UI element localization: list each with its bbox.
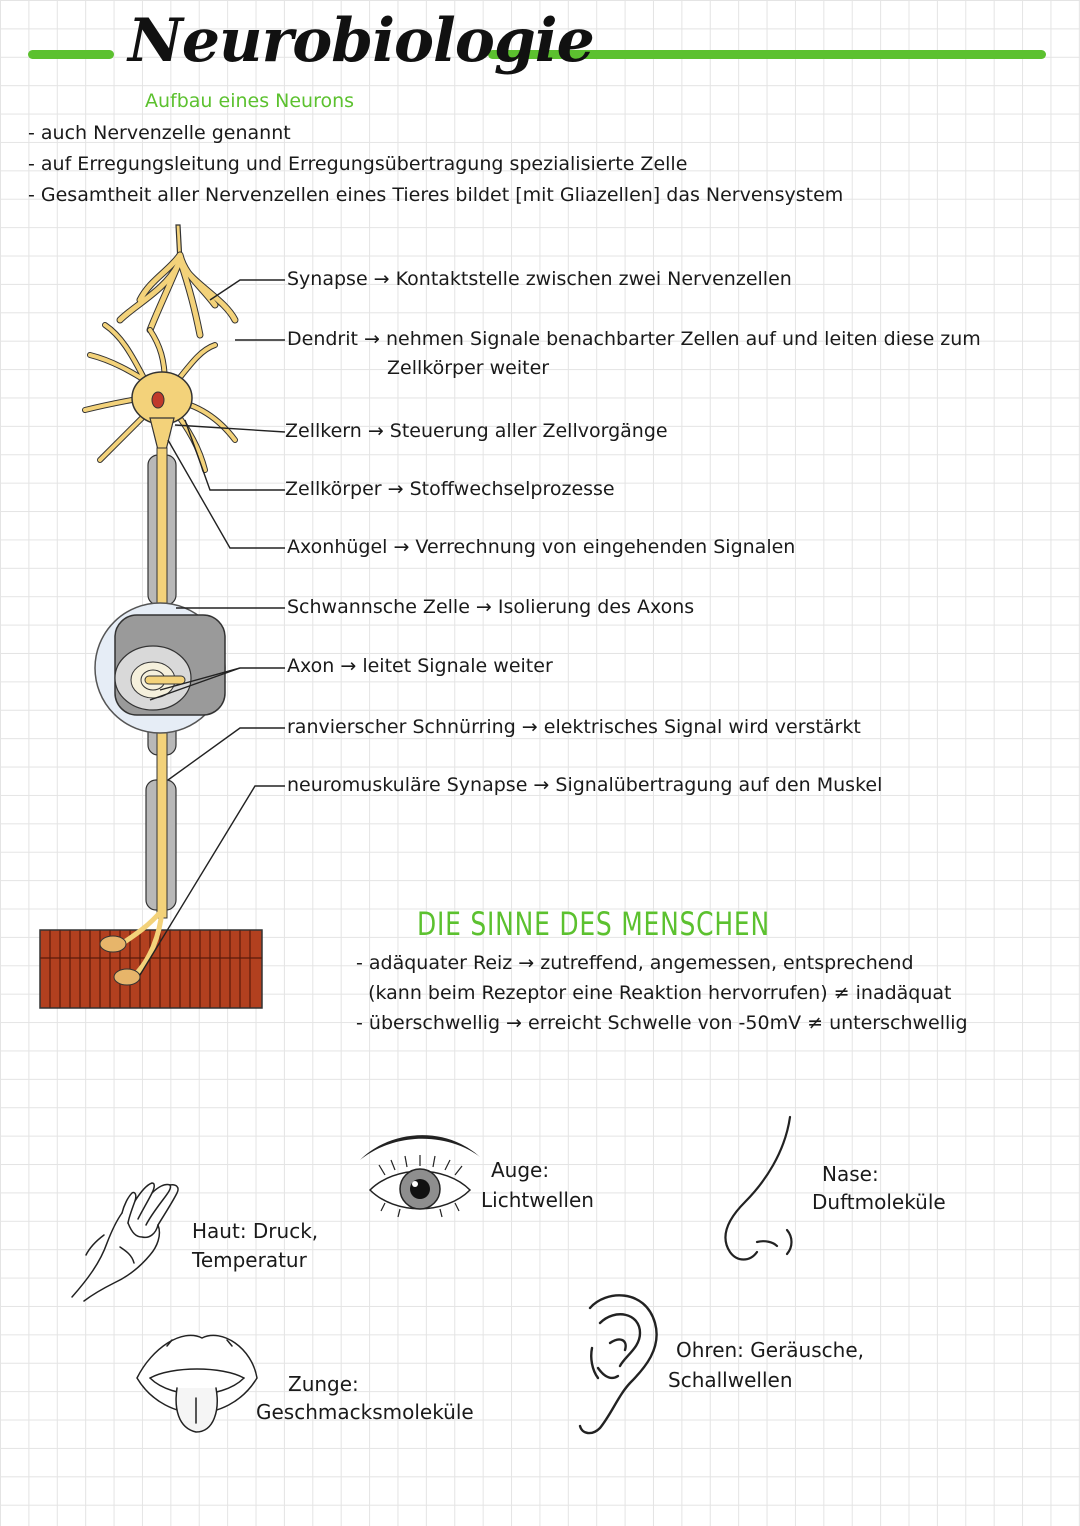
eye-icon	[355, 1125, 485, 1225]
intro-bullet-list	[28, 118, 843, 211]
eye-label: Auge:	[491, 1158, 550, 1182]
label-synapse: Synapse → Kontaktstelle zwischen zwei Nervenzellen	[287, 268, 792, 290]
hand-label: Haut: Druck,	[192, 1219, 319, 1243]
tongue-label: Zunge:	[288, 1372, 359, 1396]
label-dendrit: Dendrit → nehmen Signale benachbarter Zellen auf und leiten diese zum	[287, 328, 981, 350]
eye-label-continued: Lichtwellen	[481, 1188, 594, 1212]
tongue-label-continued: Geschmacksmoleküle	[256, 1400, 474, 1424]
senses-heading: DIE SINNE DES MENSCHEN	[417, 905, 770, 943]
senses-line: (kann beim Rezeptor eine Reaktion hervorrufen) ≠ inadäquat	[356, 982, 952, 1004]
hand-icon	[62, 1175, 192, 1305]
senses-line: - adäquater Reiz → zutreffend, angemessen, entsprechend	[356, 952, 914, 974]
senses-line: - überschwellig → erreicht Schwelle von -50mV ≠ unterschwellig	[356, 1012, 968, 1034]
nose-label: Nase:	[822, 1162, 879, 1186]
neuron-diagram	[0, 215, 300, 1015]
section-subtitle: Aufbau eines Neurons	[145, 90, 355, 112]
page-title: Neurobiologie	[128, 6, 594, 76]
label-axonhuegel: Axonhügel → Verrechnung von eingehenden Signalen	[287, 536, 796, 558]
ear-label-continued: Schallwellen	[668, 1368, 793, 1392]
motor-end-plate	[100, 936, 126, 952]
intro-bullet: - Gesamtheit aller Nervenzellen eines Tieres bildet [mit Gliazellen] das Nervensystem	[28, 184, 844, 206]
senses-definitions	[356, 948, 968, 1038]
label-schwann-cell: Schwannsche Zelle → Isolierung des Axons	[287, 596, 695, 618]
ear-icon	[570, 1288, 665, 1438]
nose-label-continued: Duftmoleküle	[812, 1190, 946, 1214]
tongue-icon	[132, 1328, 262, 1438]
hand-label-continued: Temperatur	[192, 1248, 307, 1272]
muscle-tissue	[40, 930, 262, 1008]
ear-label: Ohren: Geräusche,	[676, 1338, 864, 1362]
header-rule-left	[28, 50, 114, 59]
label-ranvier: ranvierscher Schnürring → elektrisches Signal wird verstärkt	[287, 716, 861, 738]
cell-nucleus	[152, 392, 164, 408]
label-axon: Axon → leitet Signale weiter	[287, 655, 553, 677]
label-neuromuscular-synapse: neuromuskuläre Synapse → Signalübertragung auf den Muskel	[287, 774, 883, 796]
intro-bullet: - auch Nervenzelle genannt	[28, 122, 291, 144]
nose-icon	[715, 1112, 805, 1272]
label-dendrit-continued: Zellkörper weiter	[387, 357, 550, 379]
label-zellkoerper: Zellkörper → Stoffwechselprozesse	[285, 478, 615, 500]
label-zellkern: Zellkern → Steuerung aller Zellvorgänge	[285, 420, 668, 442]
motor-end-plate	[114, 969, 140, 985]
intro-bullet: - auf Erregungsleitung und Erregungsübertragung spezialisierte Zelle	[28, 153, 688, 175]
